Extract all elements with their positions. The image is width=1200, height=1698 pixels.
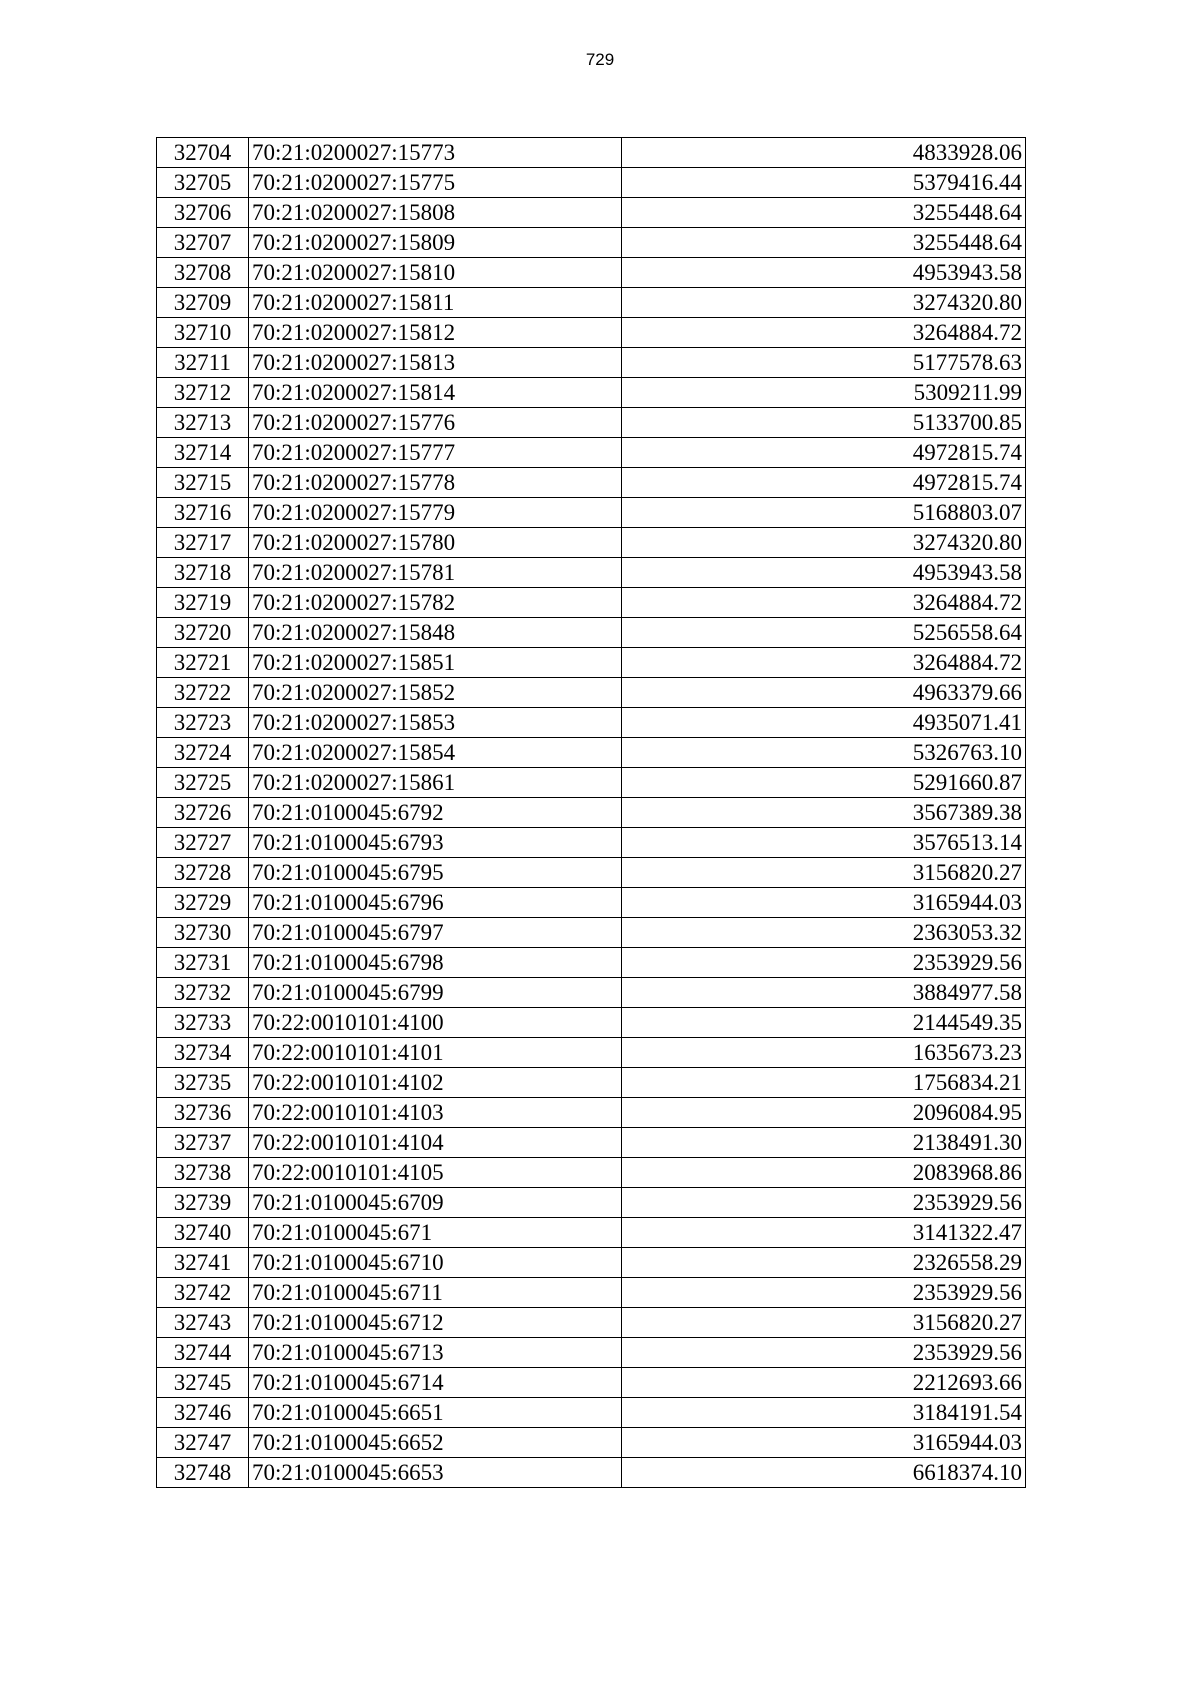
cadastral-number-cell: 70:21:0100045:6795 bbox=[249, 858, 622, 888]
value-cell: 3576513.14 bbox=[622, 828, 1026, 858]
table-row bbox=[157, 318, 1026, 348]
table-body bbox=[157, 138, 1026, 1488]
table-row bbox=[157, 228, 1026, 258]
table-row bbox=[157, 678, 1026, 708]
value-cell: 2353929.56 bbox=[622, 1188, 1026, 1218]
row-number-cell: 32735 bbox=[157, 1068, 249, 1098]
cadastral-number-cell: 70:21:0200027:15854 bbox=[249, 738, 622, 768]
table-row bbox=[157, 468, 1026, 498]
value-cell: 3255448.64 bbox=[622, 228, 1026, 258]
cadastral-number-cell: 70:21:0200027:15848 bbox=[249, 618, 622, 648]
cadastral-number-cell: 70:22:0010101:4103 bbox=[249, 1098, 622, 1128]
cadastral-number-cell: 70:21:0200027:15778 bbox=[249, 468, 622, 498]
row-number-cell: 32731 bbox=[157, 948, 249, 978]
cadastral-number-cell: 70:21:0200027:15814 bbox=[249, 378, 622, 408]
value-cell: 2353929.56 bbox=[622, 1278, 1026, 1308]
row-number-cell: 32730 bbox=[157, 918, 249, 948]
row-number-cell: 32721 bbox=[157, 648, 249, 678]
value-cell: 1756834.21 bbox=[622, 1068, 1026, 1098]
cadastral-number-cell: 70:21:0100045:6653 bbox=[249, 1458, 622, 1488]
row-number-cell: 32729 bbox=[157, 888, 249, 918]
cadastral-number-cell: 70:21:0200027:15773 bbox=[249, 138, 622, 168]
cadastral-number-cell: 70:21:0100045:6797 bbox=[249, 918, 622, 948]
cadastral-number-cell: 70:22:0010101:4105 bbox=[249, 1158, 622, 1188]
row-number-cell: 32736 bbox=[157, 1098, 249, 1128]
value-cell: 3156820.27 bbox=[622, 858, 1026, 888]
value-cell: 2212693.66 bbox=[622, 1368, 1026, 1398]
table-row bbox=[157, 978, 1026, 1008]
table-row bbox=[157, 378, 1026, 408]
table-row bbox=[157, 258, 1026, 288]
table-row bbox=[157, 138, 1026, 168]
row-number-cell: 32741 bbox=[157, 1248, 249, 1278]
cadastral-number-cell: 70:21:0200027:15782 bbox=[249, 588, 622, 618]
value-cell: 4935071.41 bbox=[622, 708, 1026, 738]
value-cell: 4972815.74 bbox=[622, 468, 1026, 498]
table-row bbox=[157, 1068, 1026, 1098]
value-cell: 3884977.58 bbox=[622, 978, 1026, 1008]
cadastral-number-cell: 70:21:0100045:6799 bbox=[249, 978, 622, 1008]
row-number-cell: 32723 bbox=[157, 708, 249, 738]
value-cell: 5309211.99 bbox=[622, 378, 1026, 408]
value-cell: 2363053.32 bbox=[622, 918, 1026, 948]
table-row bbox=[157, 1278, 1026, 1308]
row-number-cell: 32728 bbox=[157, 858, 249, 888]
table-row bbox=[157, 528, 1026, 558]
cadastral-number-cell: 70:21:0200027:15853 bbox=[249, 708, 622, 738]
row-number-cell: 32747 bbox=[157, 1428, 249, 1458]
value-cell: 4972815.74 bbox=[622, 438, 1026, 468]
value-cell: 3184191.54 bbox=[622, 1398, 1026, 1428]
row-number-cell: 32738 bbox=[157, 1158, 249, 1188]
row-number-cell: 32745 bbox=[157, 1368, 249, 1398]
value-cell: 2326558.29 bbox=[622, 1248, 1026, 1278]
value-cell: 4963379.66 bbox=[622, 678, 1026, 708]
table-row bbox=[157, 498, 1026, 528]
cadastral-number-cell: 70:21:0200027:15811 bbox=[249, 288, 622, 318]
cadastral-number-cell: 70:21:0100045:6792 bbox=[249, 798, 622, 828]
value-cell: 3255448.64 bbox=[622, 198, 1026, 228]
cadastral-number-cell: 70:22:0010101:4101 bbox=[249, 1038, 622, 1068]
row-number-cell: 32707 bbox=[157, 228, 249, 258]
cadastral-number-cell: 70:21:0200027:15813 bbox=[249, 348, 622, 378]
value-cell: 2353929.56 bbox=[622, 1338, 1026, 1368]
cadastral-number-cell: 70:21:0200027:15780 bbox=[249, 528, 622, 558]
cadastral-number-cell: 70:21:0200027:15809 bbox=[249, 228, 622, 258]
value-cell: 3274320.80 bbox=[622, 288, 1026, 318]
cadastral-number-cell: 70:21:0100045:6714 bbox=[249, 1368, 622, 1398]
table-row bbox=[157, 648, 1026, 678]
value-cell: 5379416.44 bbox=[622, 168, 1026, 198]
row-number-cell: 32706 bbox=[157, 198, 249, 228]
table-row bbox=[157, 168, 1026, 198]
value-cell: 3264884.72 bbox=[622, 588, 1026, 618]
cadastral-number-cell: 70:22:0010101:4104 bbox=[249, 1128, 622, 1158]
row-number-cell: 32739 bbox=[157, 1188, 249, 1218]
value-cell: 5168803.07 bbox=[622, 498, 1026, 528]
value-cell: 5326763.10 bbox=[622, 738, 1026, 768]
table-row bbox=[157, 558, 1026, 588]
value-cell: 3567389.38 bbox=[622, 798, 1026, 828]
table-row bbox=[157, 1158, 1026, 1188]
table-row bbox=[157, 588, 1026, 618]
cadastral-number-cell: 70:21:0100045:6709 bbox=[249, 1188, 622, 1218]
table-row bbox=[157, 1098, 1026, 1128]
row-number-cell: 32715 bbox=[157, 468, 249, 498]
row-number-cell: 32732 bbox=[157, 978, 249, 1008]
page-number: 729 bbox=[585, 50, 615, 69]
value-cell: 4953943.58 bbox=[622, 558, 1026, 588]
table-row bbox=[157, 408, 1026, 438]
value-cell: 3264884.72 bbox=[622, 648, 1026, 678]
value-cell: 1635673.23 bbox=[622, 1038, 1026, 1068]
table-row bbox=[157, 888, 1026, 918]
row-number-cell: 32714 bbox=[157, 438, 249, 468]
cadastral-number-cell: 70:21:0100045:6651 bbox=[249, 1398, 622, 1428]
cadastral-number-cell: 70:22:0010101:4100 bbox=[249, 1008, 622, 1038]
cadastral-number-cell: 70:21:0200027:15861 bbox=[249, 768, 622, 798]
row-number-cell: 32709 bbox=[157, 288, 249, 318]
row-number-cell: 32712 bbox=[157, 378, 249, 408]
row-number-cell: 32742 bbox=[157, 1278, 249, 1308]
table-row bbox=[157, 1038, 1026, 1068]
table-row bbox=[157, 288, 1026, 318]
row-number-cell: 32746 bbox=[157, 1398, 249, 1428]
value-cell: 5291660.87 bbox=[622, 768, 1026, 798]
table-row bbox=[157, 1428, 1026, 1458]
table-row bbox=[157, 858, 1026, 888]
cadastral-number-cell: 70:21:0200027:15776 bbox=[249, 408, 622, 438]
value-cell: 2138491.30 bbox=[622, 1128, 1026, 1158]
value-cell: 3156820.27 bbox=[622, 1308, 1026, 1338]
table-row bbox=[157, 708, 1026, 738]
value-cell: 2144549.35 bbox=[622, 1008, 1026, 1038]
cadastral-number-cell: 70:21:0100045:6710 bbox=[249, 1248, 622, 1278]
row-number-cell: 32725 bbox=[157, 768, 249, 798]
row-number-cell: 32737 bbox=[157, 1128, 249, 1158]
row-number-cell: 32744 bbox=[157, 1338, 249, 1368]
table-row bbox=[157, 1218, 1026, 1248]
value-cell: 3165944.03 bbox=[622, 1428, 1026, 1458]
table-row bbox=[157, 198, 1026, 228]
value-cell: 3165944.03 bbox=[622, 888, 1026, 918]
table-row bbox=[157, 1188, 1026, 1218]
row-number-cell: 32724 bbox=[157, 738, 249, 768]
row-number-cell: 32710 bbox=[157, 318, 249, 348]
row-number-cell: 32708 bbox=[157, 258, 249, 288]
cadastral-number-cell: 70:21:0200027:15852 bbox=[249, 678, 622, 708]
value-cell: 2096084.95 bbox=[622, 1098, 1026, 1128]
row-number-cell: 32733 bbox=[157, 1008, 249, 1038]
value-cell: 5133700.85 bbox=[622, 408, 1026, 438]
row-number-cell: 32717 bbox=[157, 528, 249, 558]
cadastral-number-cell: 70:21:0100045:6713 bbox=[249, 1338, 622, 1368]
cadastral-number-cell: 70:21:0200027:15775 bbox=[249, 168, 622, 198]
cadastral-number-cell: 70:21:0100045:6712 bbox=[249, 1308, 622, 1338]
row-number-cell: 32727 bbox=[157, 828, 249, 858]
cadastral-number-cell: 70:21:0200027:15779 bbox=[249, 498, 622, 528]
value-cell: 4833928.06 bbox=[622, 138, 1026, 168]
value-cell: 5256558.64 bbox=[622, 618, 1026, 648]
cadastral-number-cell: 70:21:0100045:6793 bbox=[249, 828, 622, 858]
table-row bbox=[157, 798, 1026, 828]
value-cell: 3141322.47 bbox=[622, 1218, 1026, 1248]
cadastral-number-cell: 70:21:0200027:15851 bbox=[249, 648, 622, 678]
value-cell: 5177578.63 bbox=[622, 348, 1026, 378]
table-row bbox=[157, 828, 1026, 858]
row-number-cell: 32740 bbox=[157, 1218, 249, 1248]
cadastral-number-cell: 70:21:0100045:6711 bbox=[249, 1278, 622, 1308]
row-number-cell: 32734 bbox=[157, 1038, 249, 1068]
value-cell: 6618374.10 bbox=[622, 1458, 1026, 1488]
table-row bbox=[157, 618, 1026, 648]
table-row bbox=[157, 1308, 1026, 1338]
row-number-cell: 32713 bbox=[157, 408, 249, 438]
table-row bbox=[157, 948, 1026, 978]
table-row bbox=[157, 438, 1026, 468]
cadastral-number-cell: 70:21:0100045:6798 bbox=[249, 948, 622, 978]
value-cell: 2083968.86 bbox=[622, 1158, 1026, 1188]
cadastral-number-cell: 70:21:0200027:15810 bbox=[249, 258, 622, 288]
table-row bbox=[157, 1008, 1026, 1038]
row-number-cell: 32726 bbox=[157, 798, 249, 828]
table-row bbox=[157, 1398, 1026, 1428]
cadastral-number-cell: 70:21:0200027:15777 bbox=[249, 438, 622, 468]
table-row bbox=[157, 1248, 1026, 1278]
table-row bbox=[157, 1368, 1026, 1398]
cadastral-number-cell: 70:21:0200027:15781 bbox=[249, 558, 622, 588]
row-number-cell: 32704 bbox=[157, 138, 249, 168]
row-number-cell: 32716 bbox=[157, 498, 249, 528]
row-number-cell: 32711 bbox=[157, 348, 249, 378]
table-row bbox=[157, 768, 1026, 798]
table-row bbox=[157, 738, 1026, 768]
cadastral-number-cell: 70:22:0010101:4102 bbox=[249, 1068, 622, 1098]
value-cell: 2353929.56 bbox=[622, 948, 1026, 978]
table-row bbox=[157, 348, 1026, 378]
cadastral-number-cell: 70:21:0100045:6796 bbox=[249, 888, 622, 918]
cadastral-value-table bbox=[156, 137, 1026, 1488]
row-number-cell: 32748 bbox=[157, 1458, 249, 1488]
row-number-cell: 32705 bbox=[157, 168, 249, 198]
value-cell: 4953943.58 bbox=[622, 258, 1026, 288]
cadastral-number-cell: 70:21:0100045:671 bbox=[249, 1218, 622, 1248]
table-row bbox=[157, 918, 1026, 948]
table-row bbox=[157, 1458, 1026, 1488]
value-cell: 3274320.80 bbox=[622, 528, 1026, 558]
row-number-cell: 32718 bbox=[157, 558, 249, 588]
value-cell: 3264884.72 bbox=[622, 318, 1026, 348]
cadastral-number-cell: 70:21:0100045:6652 bbox=[249, 1428, 622, 1458]
row-number-cell: 32720 bbox=[157, 618, 249, 648]
cadastral-number-cell: 70:21:0200027:15808 bbox=[249, 198, 622, 228]
cadastral-number-cell: 70:21:0200027:15812 bbox=[249, 318, 622, 348]
row-number-cell: 32743 bbox=[157, 1308, 249, 1338]
table-row bbox=[157, 1128, 1026, 1158]
row-number-cell: 32719 bbox=[157, 588, 249, 618]
row-number-cell: 32722 bbox=[157, 678, 249, 708]
table-row bbox=[157, 1338, 1026, 1368]
